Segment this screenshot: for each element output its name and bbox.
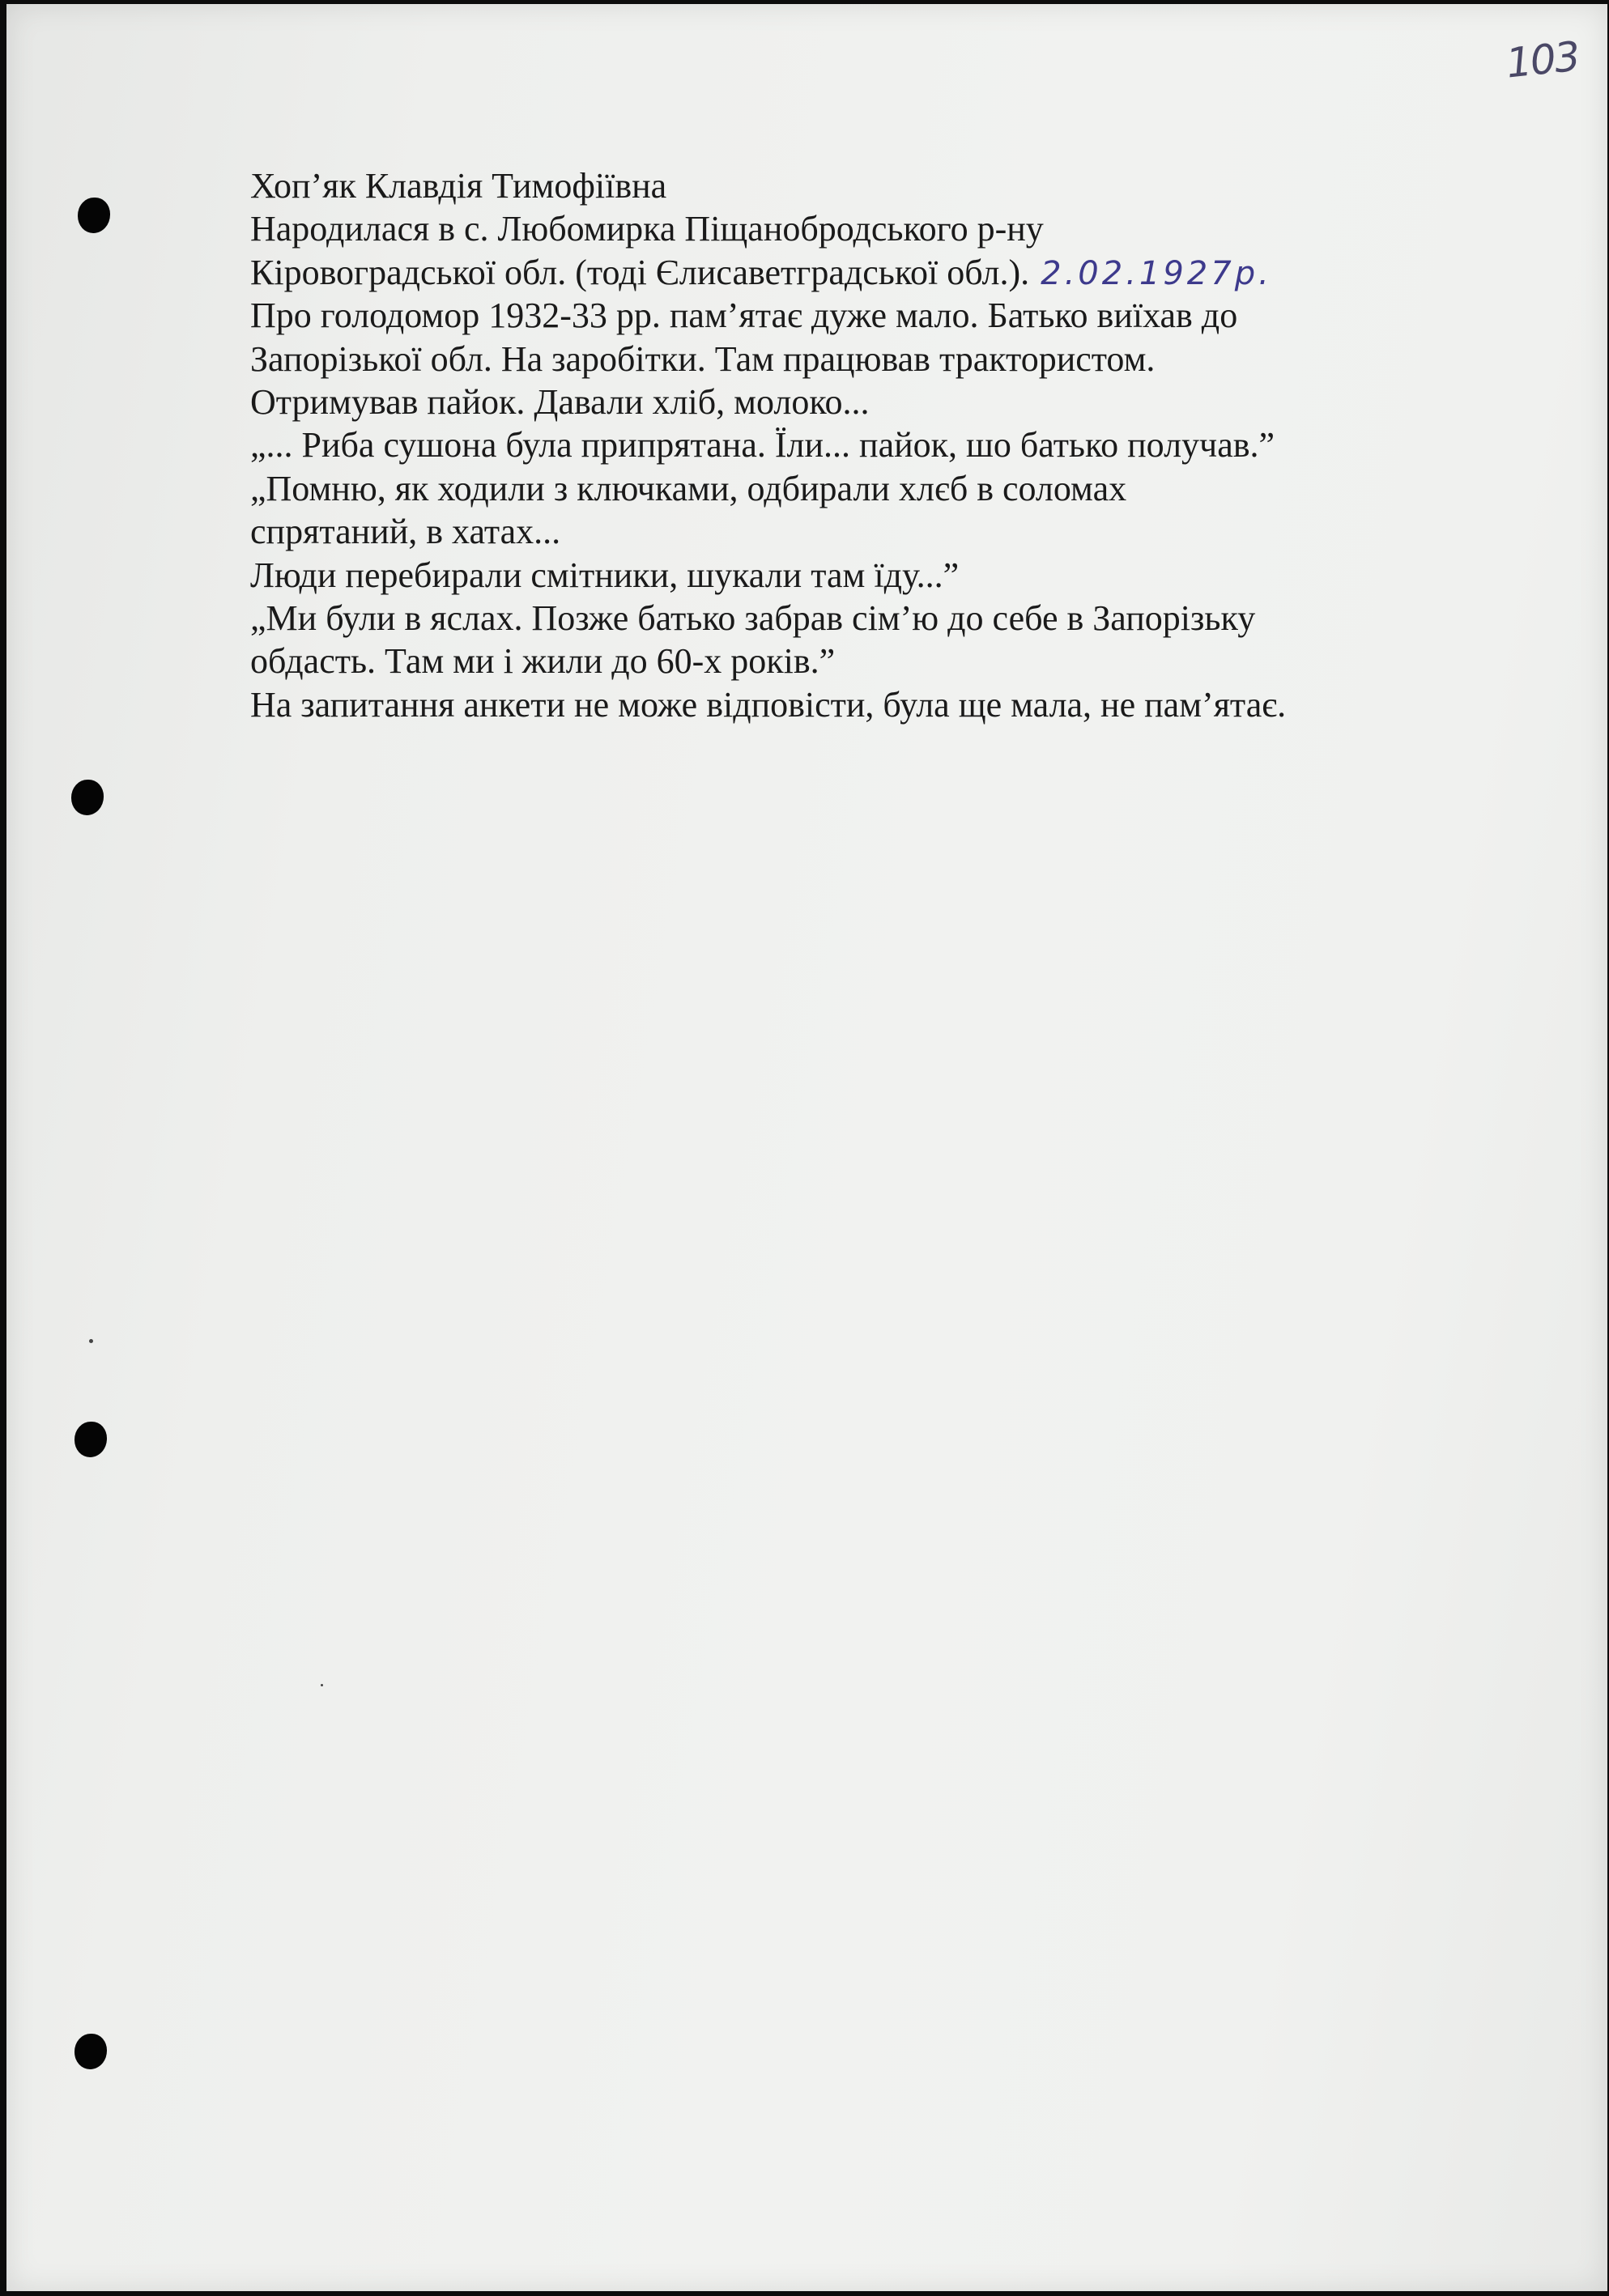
text-line-quote-fish: „... Риба сушона була припрятана. Їли... пайок, шо батько получав.” bbox=[250, 425, 1275, 466]
paper-speck bbox=[89, 1339, 93, 1343]
text-line-region bbox=[250, 251, 1594, 294]
handwritten-birth-date: 2.02.1927р. bbox=[1041, 254, 1272, 292]
text-line-dumps: Люди перебирали смітники, шукали там їду...” bbox=[250, 555, 960, 595]
text-line-quote-hooks: „Помню, як ходили з ключками, одбирали хлєб в соломах bbox=[250, 468, 1127, 508]
text-line-region-lived: обдасть. Там ми і жили до 60-х років.” bbox=[250, 641, 836, 682]
handwritten-page-number: 103 bbox=[1504, 32, 1581, 87]
testimony-text bbox=[250, 164, 1594, 726]
text-line-questionnaire: На запитання анкети не може відповісти, була ще мала, не пам’ятає. bbox=[250, 684, 1287, 725]
text-line-memory: Про голодомор 1932-33 рр. пам’ятає дуже мало. Батько виїхав до bbox=[250, 296, 1238, 336]
text-line-hidden: спрятаний, в хатах... bbox=[250, 512, 561, 552]
text-line-region-text: Кіровоградської обл. (тоді Єлисаветградської обл.). bbox=[250, 252, 1030, 292]
text-line-tractor: Запорізької обл. На заробітки. Там працював трактористом. bbox=[250, 338, 1156, 379]
paper-sheet bbox=[6, 4, 1607, 2291]
text-line-name: Хоп’як Клавдія Тимофіївна bbox=[250, 166, 667, 206]
text-line-birthplace: Народилася в с. Любомирка Піщанобродського р-ну bbox=[250, 209, 1044, 249]
text-line-quote-nursery: „Ми були в яслах. Позже батько забрав сім’ю до себе в Запорізьку bbox=[250, 597, 1256, 638]
paper-speck bbox=[321, 1684, 323, 1686]
text-line-ration: Отримував пайок. Давали хліб, молоко... bbox=[250, 381, 870, 422]
